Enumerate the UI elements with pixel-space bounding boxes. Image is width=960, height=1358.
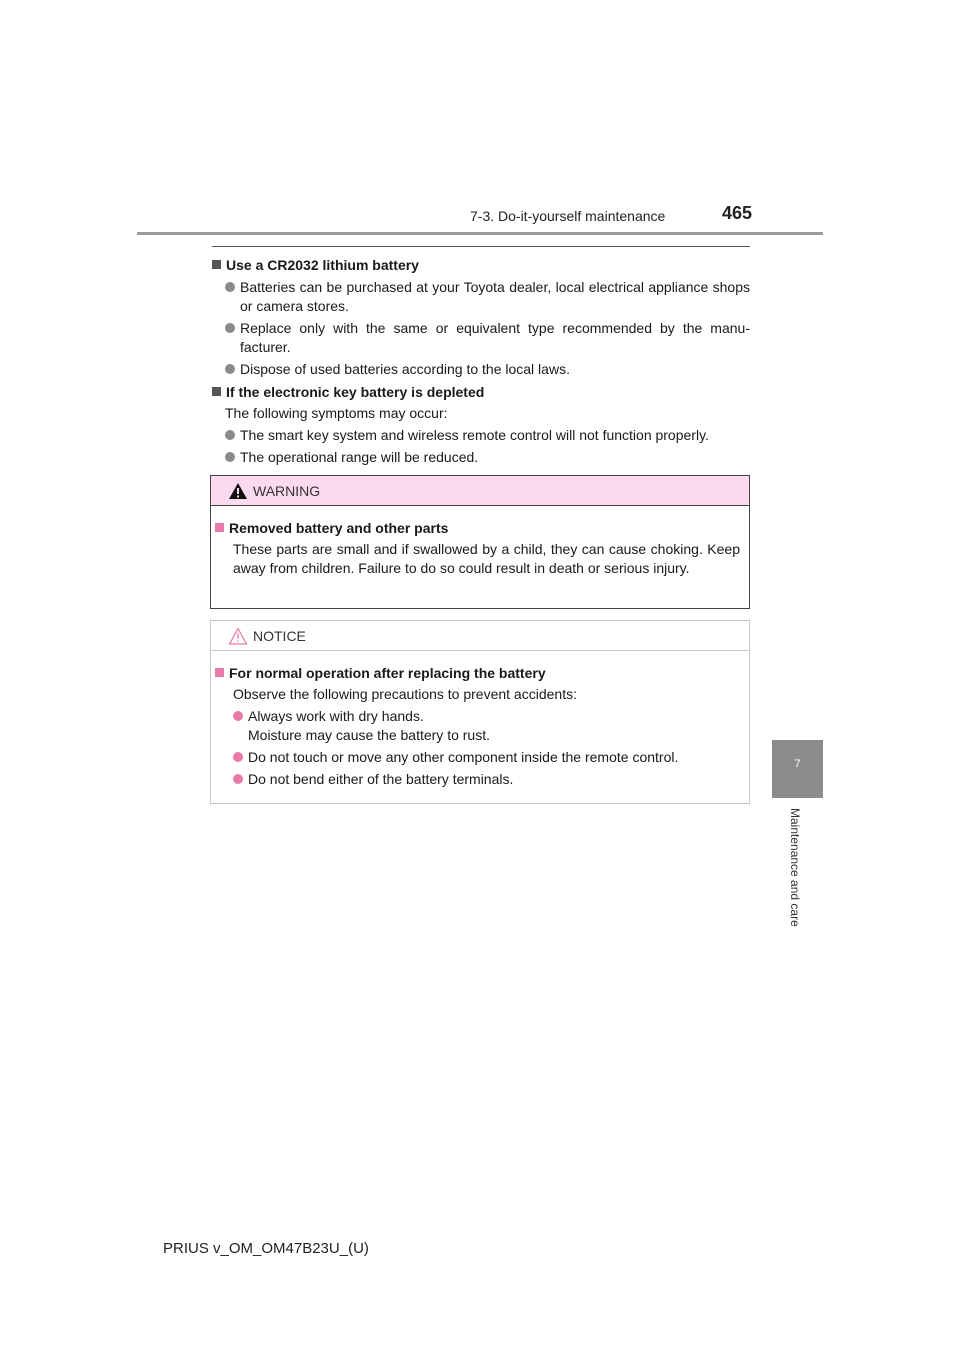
list-item-text: The smart key system and wireless remote control will not function properly. bbox=[240, 427, 709, 443]
header-section-title: 7-3. Do-it-yourself maintenance bbox=[470, 208, 666, 224]
list-item-text: Replace only with the same or equivalent type recommended by the manu-facturer. bbox=[240, 320, 750, 355]
warning-text: These parts are small and if swallowed by a child, they can cause choking. Keep away from children. Failure to do so could result in death or serious injury. bbox=[233, 541, 740, 576]
list-item-text: Do not bend either of the battery terminals. bbox=[248, 771, 514, 787]
list-item-text bbox=[248, 707, 740, 745]
list-item bbox=[215, 707, 740, 745]
circle-bullet-icon bbox=[233, 752, 243, 762]
list-item-line: Always work with dry hands. bbox=[248, 708, 424, 724]
notice-heading-text: For normal operation after replacing the battery bbox=[229, 665, 546, 681]
warning-label: WARNING bbox=[253, 483, 321, 499]
notice-heading bbox=[215, 663, 740, 683]
section-heading-text: Use a CR2032 lithium battery bbox=[226, 257, 419, 273]
section-intro: The following symptoms may occur: bbox=[225, 405, 448, 421]
list-item-text: Dispose of used batteries according to the local laws. bbox=[240, 361, 570, 377]
square-bullet-icon bbox=[215, 523, 224, 532]
circle-bullet-icon bbox=[233, 711, 243, 721]
main-content bbox=[212, 246, 750, 467]
square-bullet-icon bbox=[212, 260, 221, 269]
notice-body bbox=[211, 651, 749, 789]
list-item bbox=[212, 360, 750, 379]
warning-heading-text: Removed battery and other parts bbox=[229, 520, 449, 536]
list-item-text: Do not touch or move any other component inside the remote control. bbox=[248, 749, 679, 765]
list-item bbox=[215, 770, 740, 789]
list-item bbox=[212, 426, 750, 445]
notice-intro: Observe the following precautions to prevent accidents: bbox=[233, 686, 577, 702]
circle-bullet-icon bbox=[233, 774, 243, 784]
list-item bbox=[212, 278, 750, 316]
section-heading-text: If the electronic key battery is depleted bbox=[226, 384, 485, 400]
footer-code: PRIUS v_OM_OM47B23U_(U) bbox=[163, 1240, 369, 1257]
notice-label: NOTICE bbox=[253, 628, 306, 644]
warning-header bbox=[211, 476, 749, 506]
square-bullet-icon bbox=[215, 668, 224, 677]
section-heading bbox=[212, 255, 750, 275]
warning-body bbox=[211, 506, 749, 578]
circle-bullet-icon bbox=[225, 364, 235, 374]
circle-bullet-icon bbox=[225, 323, 235, 333]
circle-bullet-icon bbox=[225, 452, 235, 462]
circle-bullet-icon bbox=[225, 430, 235, 440]
chapter-number: 7 bbox=[794, 758, 801, 770]
list-item-text: Batteries can be purchased at your Toyota dealer, local electrical appliance shops or camera stores. bbox=[240, 279, 750, 314]
chapter-label: Maintenance and care bbox=[788, 808, 802, 927]
list-item bbox=[215, 748, 740, 767]
square-bullet-icon bbox=[212, 387, 221, 396]
chapter-tab bbox=[772, 740, 823, 798]
notice-header bbox=[211, 621, 749, 651]
section-heading bbox=[212, 382, 750, 402]
list-item-text: The operational range will be reduced. bbox=[240, 449, 479, 465]
caution-triangle-icon bbox=[228, 627, 248, 650]
warning-triangle-icon bbox=[228, 482, 248, 505]
page-number: 465 bbox=[722, 203, 753, 223]
list-item bbox=[212, 319, 750, 357]
circle-bullet-icon bbox=[225, 282, 235, 292]
warning-heading bbox=[215, 518, 740, 538]
header-rule bbox=[137, 232, 823, 235]
list-item-line: Moisture may cause the battery to rust. bbox=[248, 727, 490, 743]
notice-box bbox=[210, 620, 750, 804]
content-rule bbox=[212, 246, 750, 247]
list-item bbox=[212, 448, 750, 467]
warning-box bbox=[210, 475, 750, 609]
